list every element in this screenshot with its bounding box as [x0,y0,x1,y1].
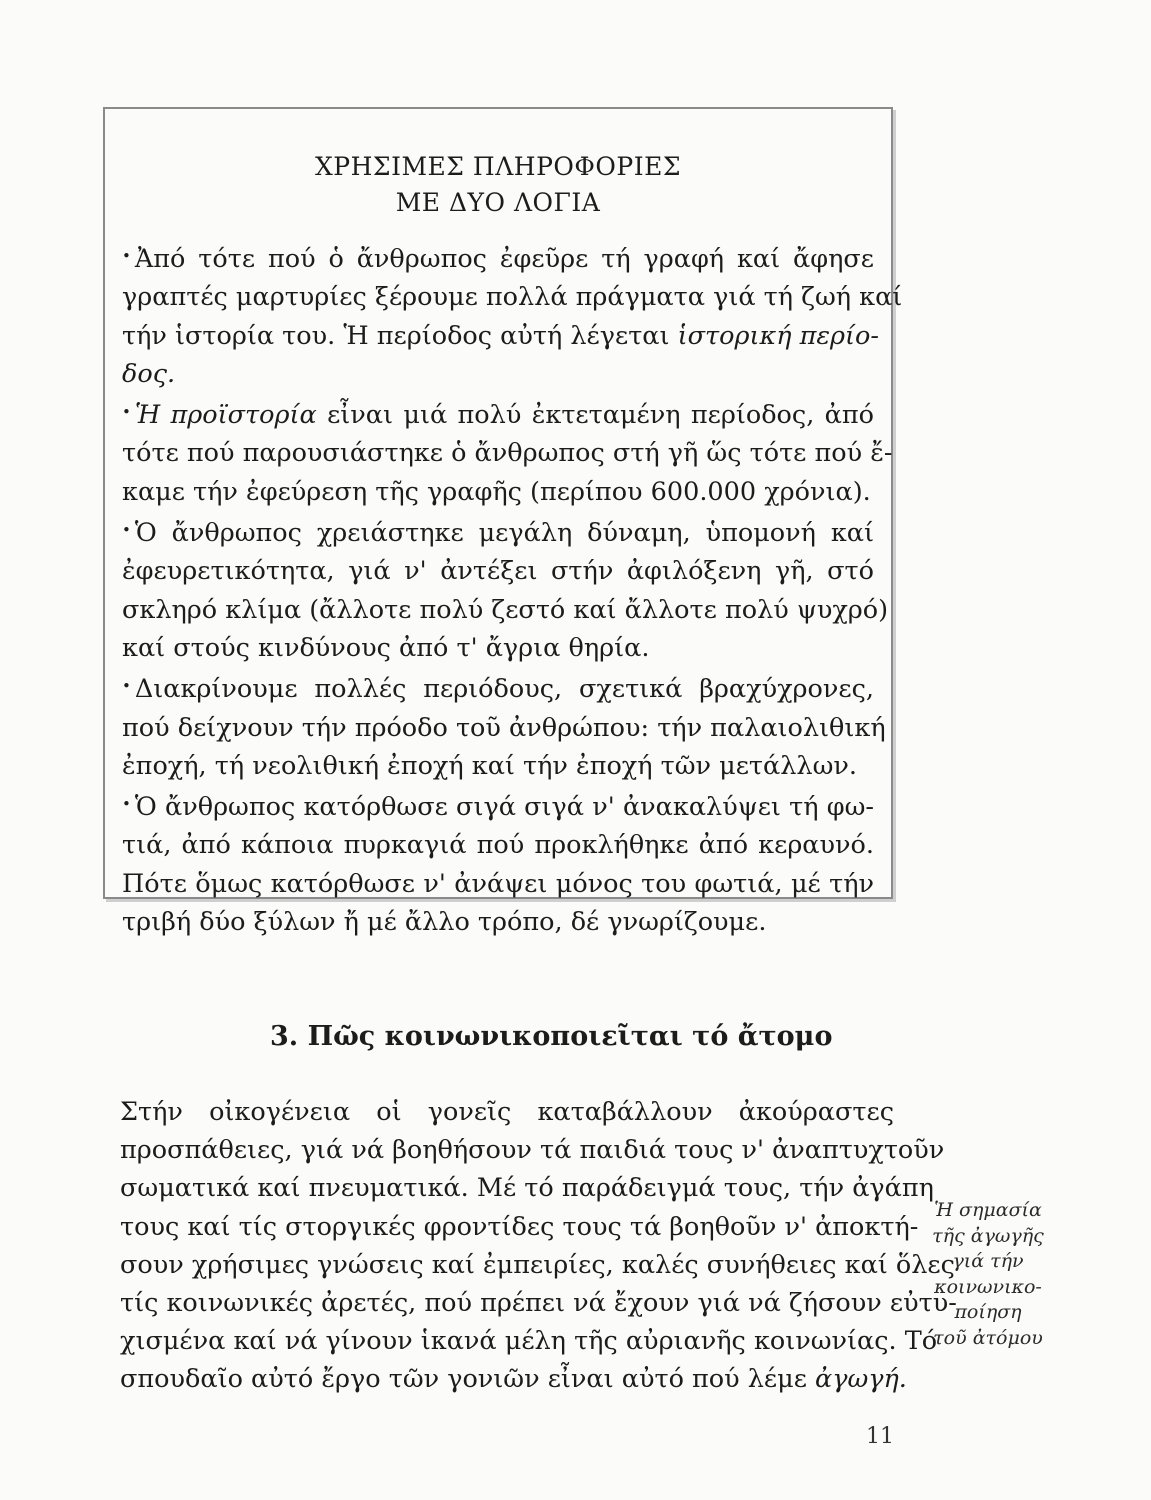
body-line: σουν χρήσιμες γνώσεις καί ἐμπειρίες, καλές συνήθειες καί ὅλες [120,1249,955,1280]
box-line: σκληρό κλίμα (ἄλλοτε πολύ ζεστό καί ἄλλοτε πολύ ψυχρό) [122,594,889,625]
box-line: τριβή δύο ξύλων ἤ μέ ἄλλο τρόπο, δέ γνωρίζουμε. [122,907,767,938]
box-line: • Ἀπό τότε πού ὁ ἄνθρωπος ἐφεῦρε τή γραφή καί ἄφησε [122,244,874,274]
info-box [103,107,903,938]
box-line: Πότε ὅμως κατόρθωσε ν' ἀνάψει μόνος του φωτιά, μέ τήν [122,868,874,899]
bullet-icon: • [122,247,131,265]
section-body [120,1093,957,1399]
box-title: ΧΡΗΣΙΜΕΣ ΠΛΗΡΟΦΟΡΙΕΣ ΜΕ ΔΥΟ ΛΟΓΙΑ [314,152,682,217]
box-line: καμε τήν ἐφεύρεση τῆς γραφῆς (περίπου 600.000 χρόνια). [122,476,871,507]
box-line: καί στούς κινδύνους ἀπό τ' ἄγρια θηρία. [122,632,650,663]
box-line: γραπτές μαρτυρίες ξέρουμε πολλά πράγματα γιά τή ζωή καί [122,282,903,313]
bullet-icon: • [122,403,131,422]
body-line: τίς κοινωνικές ἀρετές, πού πρέπει νά ἔχουν γιά νά ζήσουν εὐτυ- [120,1288,957,1319]
section-title: 3. Πῶς κοινωνικοποιεῖται τό ἄτομο [270,1021,833,1052]
box-line: τιά, ἀπό κάποια πυρκαγιά πού προκλήθηκε ἀπό κεραυνό. [122,830,874,861]
body-line: προσπάθειες, γιά νά βοηθήσουν τά παιδιά τους ν' ἀναπτυχτοῦν [120,1135,945,1166]
body-line: τους καί τίς στοργικές φροντίδες τους τά βοηθοῦν ν' ἀποκτή- [120,1211,919,1242]
box-line: πού δείχνουν τήν πρόοδο τοῦ ἀνθρώπου: τήν παλαιολιθική [122,712,886,743]
body-line: Στήν οἰκογένεια οἱ γονεῖς καταβάλλουν ἀκούραστες [120,1097,894,1127]
body-line: σωματικά καί πνευματικά. Μέ τό παράδειγμά τους, τήν ἀγάπη [120,1173,934,1204]
body-line: χισμένα καί νά γίνουν ἱκανά μέλη τῆς αὐριανῆς κοινωνίας. Τό [120,1326,938,1357]
box-line: τότε πού παρουσιάστηκε ὁ ἄνθρωπος στή γῆ ὥς τότε πού ἔ- [122,438,893,469]
box-line: τήν ἱστορία του. Ἡ περίοδος αὐτή λέγεται ἱστορική περίο- [122,320,879,351]
page-number: 11 [866,1424,894,1449]
box-paragraphs [122,237,903,941]
box-line: • Διακρίνουμε πολλές περιόδους, σχετικά βραχύχρονες, [122,674,874,705]
bullet-icon: • [122,677,131,696]
box-line: δος. [122,358,176,389]
box-line: ἐποχή, τή νεολιθική ἐποχή καί τήν ἐποχή τῶν μετάλλων. [122,750,857,781]
body-line: σπουδαῖο αὐτό ἔργο τῶν γονιῶν εἶναι αὐτό πού λέμε ἀγωγή. [120,1364,907,1395]
box-line: • Ὁ ἄνθρωπος χρειάστηκε μεγάλη δύναμη, ὑπομονή καί [122,518,874,549]
box-line: ἐφευρετικότητα, γιά ν' ἀντέξει στήν ἀφιλόξενη γῆ, στό [122,556,874,587]
bullet-icon: • [122,795,131,814]
bullet-icon: • [122,521,131,540]
box-line: • Ἡ προϊστορία εἶναι μιά πολύ ἐκτεταμένη περίοδος, ἀπό [122,400,874,431]
box-line: • Ὁ ἄνθρωπος κατόρθωσε σιγά σιγά ν' ἀνακαλύψει τή φω- [122,792,874,823]
margin-note: Ἡ σημασία τῆς ἀγωγῆς γιά τήν κοινωνικο- ποίηση τοῦ ἀτόμου [932,1199,1044,1349]
